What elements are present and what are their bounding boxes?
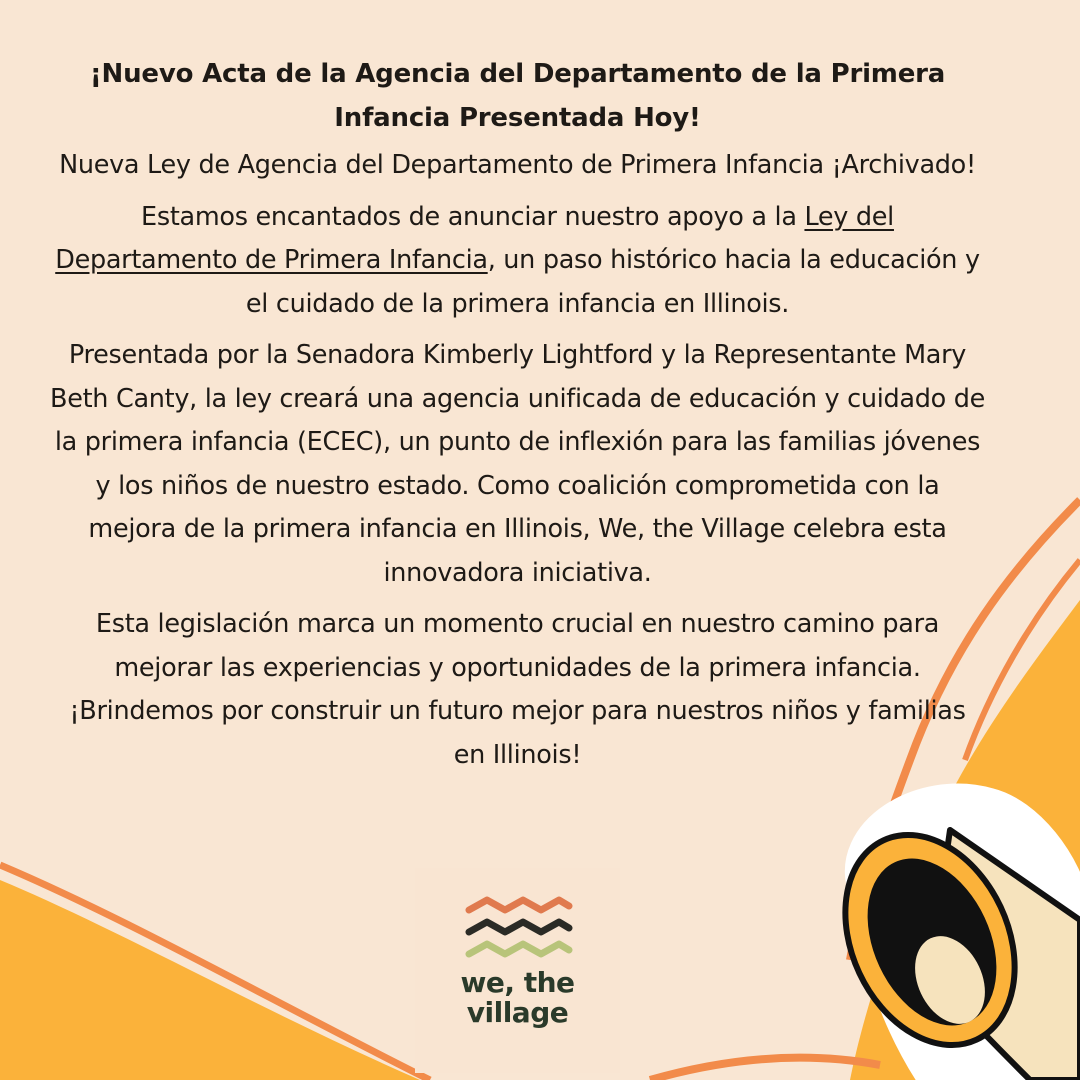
- post-text: [50, 52, 985, 785]
- zigzag-waves-icon: [465, 896, 573, 962]
- logo-line-1: we, the: [460, 966, 575, 999]
- bottom-left-wave: [0, 880, 420, 1080]
- law-link[interactable]: Ley del Departamento de Primera Infancia: [55, 201, 894, 275]
- we-the-village-logo: [415, 868, 620, 1073]
- announcement-text-after: , un paso histórico hacia la educación y el cuidado de la primera infancia en Illinois.: [245, 245, 980, 319]
- post-subtitle: Nueva Ley de Agencia del Departamento de Primera Infancia ¡Archivado!: [59, 150, 976, 180]
- megaphone-icon: [800, 770, 1080, 1080]
- announcement-paragraph: [50, 196, 985, 327]
- logo-wordmark: [415, 968, 620, 1028]
- logo-line-2: village: [466, 996, 569, 1029]
- post-title: ¡Nuevo Acta de la Agencia del Departamento de la Primera Infancia Presentada Hoy!: [89, 59, 946, 133]
- announcement-text-before: Estamos encantados de anunciar nuestro apoyo a la: [141, 201, 805, 232]
- sponsors-paragraph: Presentada por la Senadora Kimberly Lightford y la Representante Mary Beth Canty, la ley creará una agencia unificada de educación y cuidado de la primera infancia (ECEC), un punto de inflexión para las familias jóvenes y los niños de nuestro estado. Como coalición comprometida con la mejora de la primera infancia en Illinois, We, the Village celebra esta innovadora iniciativa.: [50, 340, 985, 588]
- closing-paragraph: Esta legislación marca un momento crucial en nuestro camino para mejorar las experiencias y oportunidades de la primera infancia. ¡Brindemos por construir un futuro mejor para nuestros niños y familias en Illinois!: [69, 609, 966, 770]
